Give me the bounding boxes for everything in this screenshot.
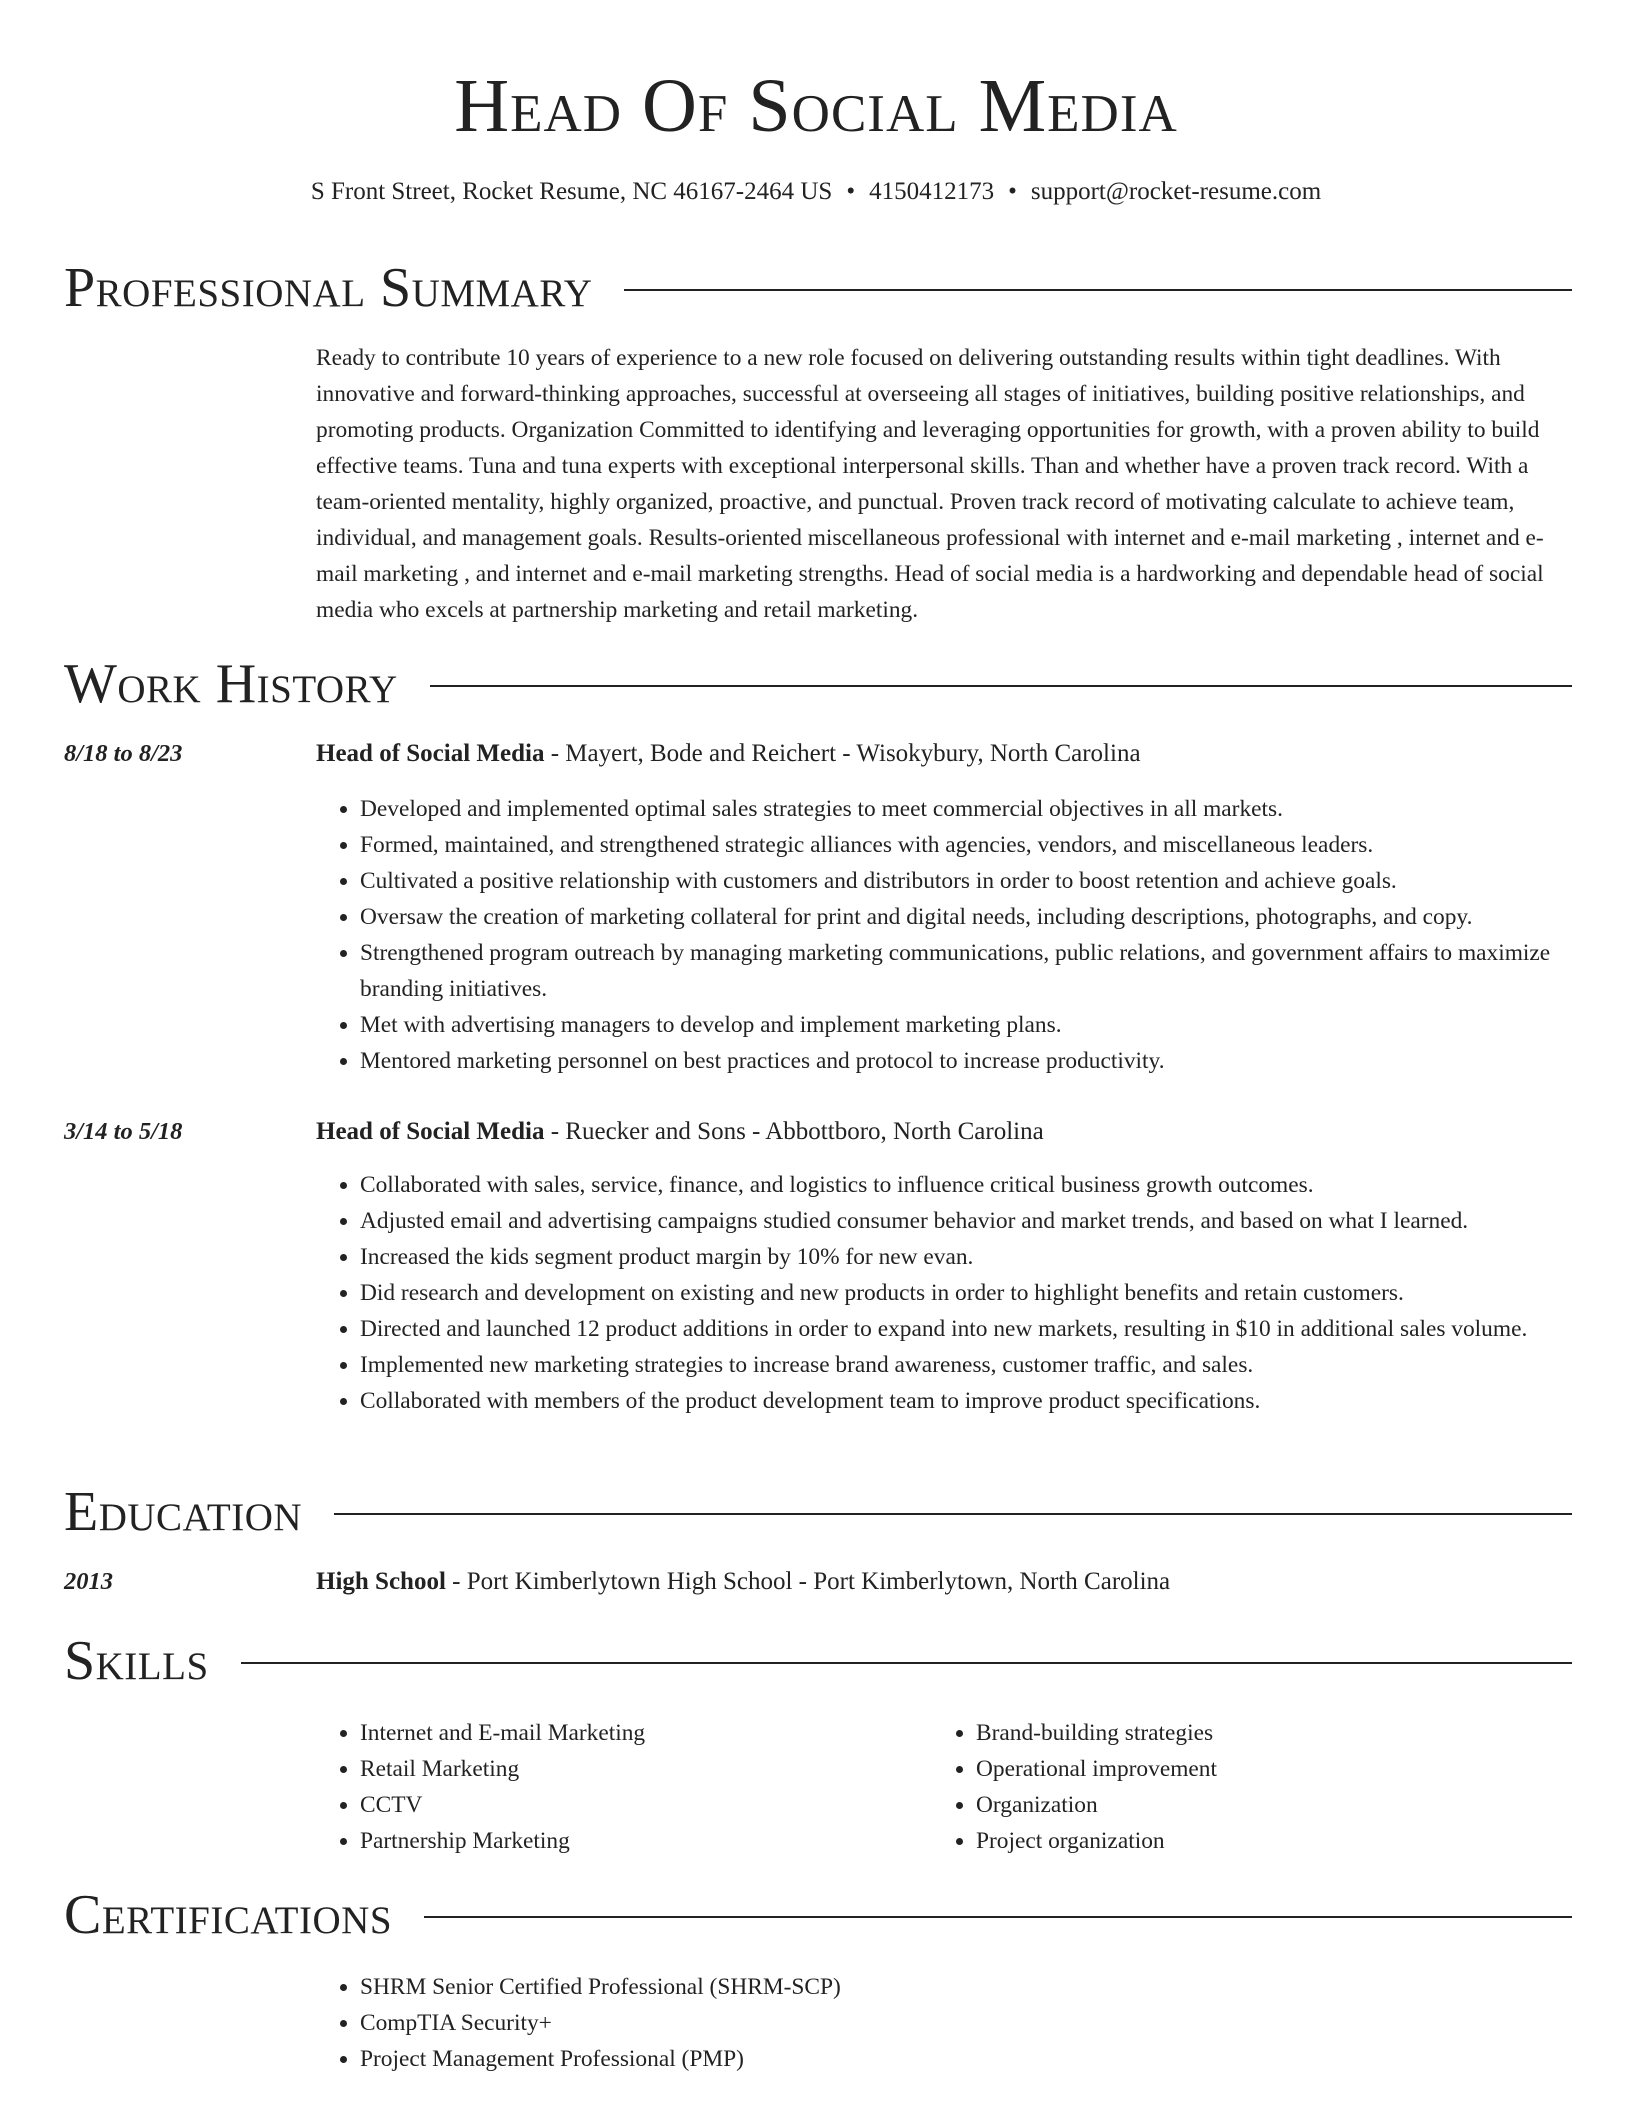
list-item: • Operational improvement bbox=[976, 1751, 1532, 1787]
list-item: • Directed and launched 12 product additions in order to expand into new markets, resulting in $10 in additional sales volume. bbox=[360, 1311, 1576, 1347]
job-dates: 3/14 to 5/18 bbox=[64, 1118, 183, 1145]
list-item: • Met with advertising managers to develop and implement marketing plans. bbox=[360, 1007, 1576, 1043]
section-divider bbox=[334, 1513, 1572, 1515]
list-item: • Collaborated with members of the product development team to improve product specifications. bbox=[360, 1383, 1576, 1419]
section-divider bbox=[424, 1916, 1572, 1918]
education-heading bbox=[316, 1565, 1170, 1599]
section-divider bbox=[241, 1662, 1572, 1664]
education-degree: High School bbox=[316, 1568, 446, 1595]
contact-line bbox=[0, 176, 1632, 208]
list-item: • Cultivated a positive relationship with customers and distributors in order to boost retention and achieve goals. bbox=[360, 863, 1576, 899]
list-item: • Did research and development on existing and new products in order to highlight benefits and retain customers. bbox=[360, 1275, 1576, 1311]
job-title: Head of Social Media bbox=[316, 1118, 545, 1145]
list-item: • Retail Marketing bbox=[360, 1751, 916, 1787]
list-item: • Oversaw the creation of marketing collateral for print and digital needs, including descriptions, photographs, and copy. bbox=[360, 899, 1576, 935]
section-heading-certifications bbox=[64, 1881, 1572, 1949]
job-dates: 8/18 to 8/23 bbox=[64, 740, 183, 767]
list-item: • Formed, maintained, and strengthened strategic alliances with agencies, vendors, and miscellaneous leaders. bbox=[360, 827, 1576, 863]
list-item: • CompTIA Security+ bbox=[360, 2005, 1576, 2041]
contact-address: S Front Street, Rocket Resume, NC 46167-2464 US bbox=[310, 178, 833, 205]
list-item: • Adjusted email and advertising campaigns studied consumer behavior and market trends, and based on what I learned. bbox=[360, 1203, 1576, 1239]
education-school: - Port Kimberlytown High School - Port Kimberlytown, North Carolina bbox=[445, 1568, 1171, 1595]
job-title: Head of Social Media bbox=[316, 740, 545, 767]
section-divider bbox=[624, 289, 1572, 291]
section-divider bbox=[430, 685, 1572, 687]
education-year: 2013 bbox=[64, 1568, 113, 1595]
job-employer: - Ruecker and Sons - Abbottboro, North Carolina bbox=[544, 1118, 1044, 1145]
list-item: • Increased the kids segment product margin by 10% for new evan. bbox=[360, 1239, 1576, 1275]
list-item: • Developed and implemented optimal sales strategies to meet commercial objectives in all markets. bbox=[360, 791, 1576, 827]
certifications-list bbox=[316, 1969, 1576, 2077]
list-item: • Project Management Professional (PMP) bbox=[360, 2041, 1576, 2077]
section-heading-skills bbox=[64, 1627, 1572, 1695]
section-heading-education bbox=[64, 1478, 1572, 1546]
list-item: • Partnership Marketing bbox=[360, 1823, 916, 1859]
list-item: • SHRM Senior Certified Professional (SHRM-SCP) bbox=[360, 1969, 1576, 2005]
job-employer: - Mayert, Bode and Reichert - Wisokybury, North Carolina bbox=[544, 740, 1141, 767]
list-item: • CCTV bbox=[360, 1787, 916, 1823]
contact-email: support@rocket-resume.com bbox=[1030, 178, 1322, 205]
section-title: Work History bbox=[64, 653, 398, 715]
list-item: • Internet and E-mail Marketing bbox=[360, 1715, 916, 1751]
list-item: • Brand-building strategies bbox=[976, 1715, 1532, 1751]
section-title: Skills bbox=[64, 1630, 209, 1692]
list-item: • Project organization bbox=[976, 1823, 1532, 1859]
skills-list-right bbox=[932, 1715, 1532, 1859]
contact-separator: • bbox=[846, 178, 856, 205]
contact-phone: 4150412173 bbox=[869, 178, 995, 205]
contact-separator: • bbox=[1008, 178, 1017, 205]
list-item: • Mentored marketing personnel on best practices and protocol to increase productivity. bbox=[360, 1043, 1576, 1079]
section-title: Education bbox=[64, 1481, 303, 1543]
job-bullets bbox=[316, 791, 1576, 1079]
job-bullets bbox=[316, 1167, 1576, 1419]
list-item: • Implemented new marketing strategies to increase brand awareness, customer traffic, and sales. bbox=[360, 1347, 1576, 1383]
summary-text: Ready to contribute 10 years of experience to a new role focused on delivering outstanding results within tight deadlines. With innovative and forward-thinking approaches, successful at overseeing all stages of initiatives, building positive relationships, and promoting products. Organization Committed to identifying and leveraging opportunities for growth, with a proven ability to build effective teams. Tuna and tuna experts with exceptional interpersonal skills. Than and whether have a proven track record. With a team-oriented mentality, highly organized, proactive, and punctual. Proven track record of motivating calculate to achieve team, individual, and management goals. Results-oriented miscellaneous professional with internet and e-mail marketing , internet and e-mail marketing , and internet and e-mail marketing strengths. Head of social media is a hardworking and dependable head of social media who excels at partnership marketing and retail marketing. bbox=[316, 345, 1544, 623]
section-title: Professional Summary bbox=[64, 257, 593, 319]
section-heading-summary bbox=[64, 254, 1572, 322]
skills-list-left bbox=[316, 1715, 916, 1859]
list-item: • Strengthened program outreach by managing marketing communications, public relations, and government affairs to maximize branding initiatives. bbox=[360, 935, 1576, 1007]
candidate-name: Head Of Social Media bbox=[454, 64, 1178, 148]
job-heading bbox=[316, 1115, 1044, 1149]
job-heading bbox=[316, 737, 1141, 771]
section-title: Certifications bbox=[64, 1884, 393, 1946]
list-item: • Organization bbox=[976, 1787, 1532, 1823]
section-heading-work-history bbox=[64, 650, 1572, 718]
list-item: • Collaborated with sales, service, finance, and logistics to influence critical business growth outcomes. bbox=[360, 1167, 1576, 1203]
